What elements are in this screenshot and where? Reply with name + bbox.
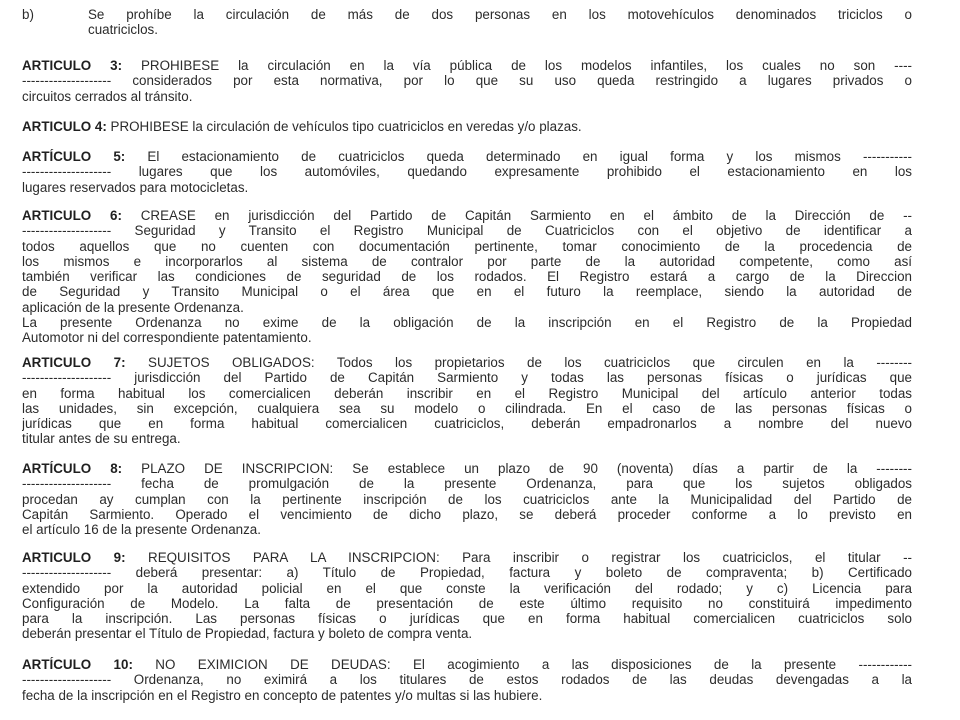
article-7-line-3: en forma habitual los comercialicen deberán inscribir en el Registro Municipal del artículo anterior todas xyxy=(22,385,912,401)
article-7-line-5: jurídicas que en forma habitual comercialicen cuatriciclos, deberán empadronarlos a nombre del nuevo xyxy=(22,416,912,432)
article-10-line-3: fecha de la inscripción en el Registro en concepto de patentes y/o multas si las hubiere. xyxy=(22,687,543,703)
article-10-line-2: -------------------- Ordenanza, no eximirá a los titulares de estos rodados de las deudas devengadas a la xyxy=(22,672,912,688)
article-5-line-1: El estacionamiento de cuatriciclos queda determinado en igual forma y los mismos ----------- xyxy=(125,149,912,164)
article-3-heading: ARTICULO 3: xyxy=(22,58,123,73)
article-10 xyxy=(22,657,912,703)
article-3-line-1: PROHIBESE la circulación en la vía pública de los modelos infantiles, los cuales no son ---- xyxy=(122,58,912,73)
item-b xyxy=(22,7,912,38)
item-b-line-1: Se prohíbe la circulación de más de dos personas en los motovehículos denominados triciclos o xyxy=(88,7,912,22)
article-7-line-2: -------------------- jurisdicción del Partido de Capitán Sarmiento y todas las personas físicas o jurídicas que xyxy=(22,370,912,386)
article-9 xyxy=(22,550,912,642)
article-8-heading: ARTÍCULO 8: xyxy=(22,461,123,476)
article-8-line-2: -------------------- fecha de promulgación de la presente Ordenanza, para que los sujetos obligados xyxy=(22,476,912,492)
article-6 xyxy=(22,208,912,346)
item-b-marker: b) xyxy=(22,7,34,22)
article-6-line-9: Automotor ni del correspondiente patentamiento. xyxy=(22,330,312,346)
article-6-line-6: de Seguridad y Transito Municipal o el área que en el futuro la reemplace, siendo la autoridad de xyxy=(22,284,912,300)
article-10-line-1: NO EXIMICION DE DEUDAS: El acogimiento a las disposiciones de la presente ------------ xyxy=(132,657,912,672)
article-8-line-5: el artículo 16 de la presente Ordenanza. xyxy=(22,522,261,538)
article-9-line-4: Configuración de Modelo. La falta de presentación de este último requisito no constituirá impedimento xyxy=(22,595,912,611)
article-9-line-3: extendido por la autoridad policial en el que conste la verificación del rodado; y c) Licencia para xyxy=(22,580,912,596)
article-7 xyxy=(22,355,912,447)
article-6-heading: ARTICULO 6: xyxy=(22,208,122,223)
article-5-line-2: -------------------- lugares que los automóviles, quedando expresamente prohibido el estacionamiento en los xyxy=(22,164,912,180)
article-10-heading: ARTÍCULO 10: xyxy=(22,657,133,672)
article-6-line-7: aplicación de la presente Ordenanza. xyxy=(22,299,244,315)
article-3 xyxy=(22,58,912,104)
article-7-line-6: titular antes de su entrega. xyxy=(22,431,181,447)
article-3-line-3: circuitos cerrados al tránsito. xyxy=(22,88,193,104)
article-9-line-6: deberán presentar el Título de Propiedad, factura y boleto de compra venta. xyxy=(22,626,473,642)
item-b-line-2: cuatriciclos. xyxy=(88,22,158,38)
article-9-line-1: REQUISITOS PARA LA INSCRIPCION: Para inscribir o registrar los cuatriciclos, el titular -- xyxy=(125,550,912,565)
article-9-heading: ARTICULO 9: xyxy=(22,550,126,565)
article-6-line-5: también verificar las condiciones de seguridad de los rodados. El Registro estará a cargo de la Direccion xyxy=(22,269,912,285)
article-9-line-5: para la inscripción. Las personas físicas o jurídicas que en forma habitual comercialicen cuatriciclos solo xyxy=(22,611,912,627)
article-7-heading: ARTICULO 7: xyxy=(22,355,126,370)
article-3-line-2: -------------------- considerados por esta normativa, por lo que su uso queda restringido a lugares privados o xyxy=(22,73,912,89)
article-8-line-1: PLAZO DE INSCRIPCION: Se establece un plazo de 90 (noventa) días a partir de la -------- xyxy=(122,461,912,476)
article-6-line-2: -------------------- Seguridad y Transito el Registro Municipal de Cuatriciclos con el objetivo de identificar a xyxy=(22,223,912,239)
article-4-line-1: PROHIBESE la circulación de vehículos tipo cuatriciclos en veredas y/o plazas. xyxy=(106,119,582,134)
article-5-heading: ARTÍCULO 5: xyxy=(22,149,126,164)
article-6-line-4: los mismos e incorporarlos al sistema de contralor por parte de la autoridad competente, como así xyxy=(22,253,912,269)
article-8-line-3: procedan ay cumplan con la pertinente inscripción de los cuatriciclos ante la Municipalidad del Partido de xyxy=(22,491,912,507)
article-4-heading: ARTICULO 4: xyxy=(22,119,107,134)
article-9-line-2: -------------------- deberá presentar: a) Título de Propiedad, factura y boleto de compraventa; b) Certificado xyxy=(22,565,912,581)
article-7-line-1: SUJETOS OBLIGADOS: Todos los propietarios de los cuatriciclos que circulen en la -------- xyxy=(125,355,912,370)
article-4 xyxy=(22,119,912,134)
article-7-line-4: las unidades, sin excepción, cualquiera sea su modelo o cilindrada. En el caso de las personas físicas o xyxy=(22,400,912,416)
article-5-line-3: lugares reservados para motocicletas. xyxy=(22,179,249,195)
article-5 xyxy=(22,149,912,195)
article-8 xyxy=(22,461,912,537)
article-6-line-8: La presente Ordenanza no exime de la obligación de la inscripción en el Registro de la Propiedad xyxy=(22,315,912,331)
article-8-line-4: Capitán Sarmiento. Operado el vencimiento de dicho plazo, se deberá proceder conforme a lo previsto en xyxy=(22,506,912,522)
article-6-line-3: todos aquellos que no cuenten con documentación pertinente, tomar conocimiento de la procedencia de xyxy=(22,238,912,254)
article-6-line-1: CREASE en jurisdicción del Partido de Capitán Sarmiento en el ámbito de la Dirección de -- xyxy=(121,208,912,223)
